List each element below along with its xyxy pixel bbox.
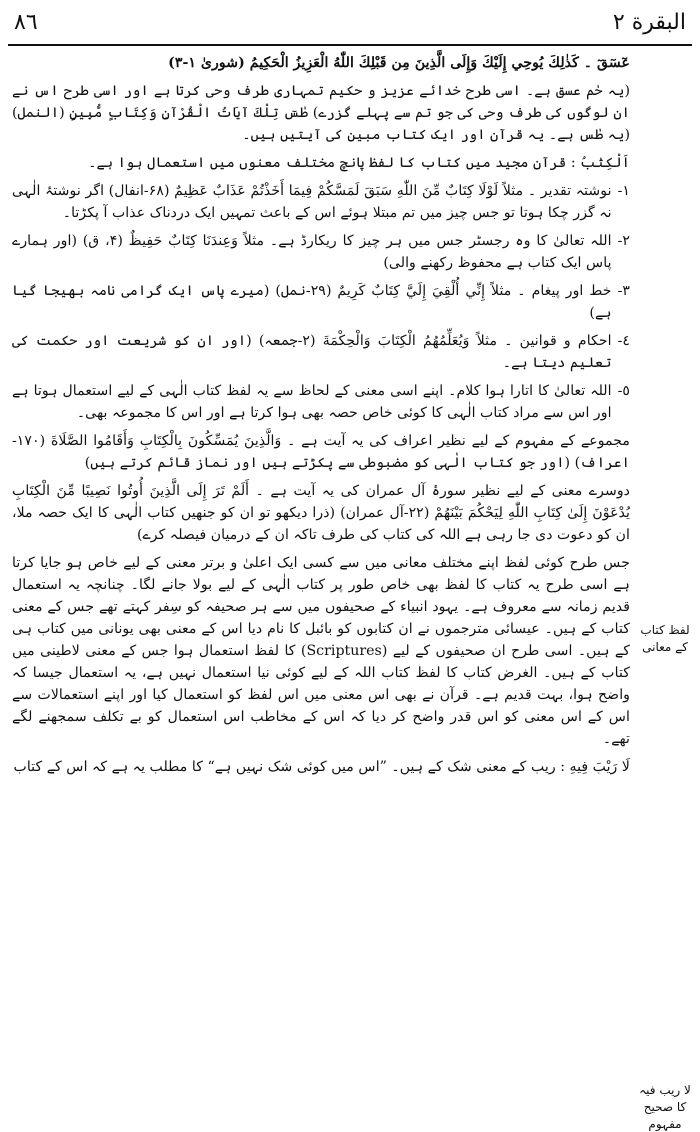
list-item-2 bbox=[12, 230, 630, 274]
list-text: اللہ تعالیٰ کا وہ رجسٹر جس میں ہر چیز کا ریکارڈ ہے۔ مثلاً وَعِندَنَا كِتَابٌ حَفِيظٌ (۴، ق) (اور ہمارے پاس ایک کتاب ہے محفوظ رکھنے والی) bbox=[12, 233, 612, 271]
list-number: ٥- bbox=[617, 383, 630, 399]
margin-note-kitab: لفظ کتاب کے معانی bbox=[640, 623, 690, 654]
margin-note-la-raib: لا ریب فیہ کا صحیح مفہوم bbox=[639, 1083, 691, 1131]
surah-title: البقرة ٢ bbox=[612, 10, 686, 35]
list-text: نوشتہ تقدیر ۔ مثلاً لَوْلَا كِتَابٌ مِّنَ اللّٰهِ سَبَقَ لَمَسَّكُمْ فِيمَا أَخَذْتُمْ عَذَابٌ عَظِيمٌ (۶٨-انفال) اگر نوشتۂ الٰہی نہ گزر چکا ہوتا تو جس چیز میں تم مبتلا ہوئے اس کے باعث تمہیں ایک دردناک عذاب آ پکڑتا۔ bbox=[12, 183, 612, 221]
list-number: ١- bbox=[617, 183, 630, 199]
list-number: ٢- bbox=[617, 233, 630, 249]
paragraph-translation: (یہ حٰم عسق ہے۔ اسی طرح خدائے عزیز و حکیم تمہاری طرف وحی کرتا ہے اور اسی طرح اس نے ان لوگوں کی طرف وحی کی جو تم سے پہلے گزرے) طٰسٓ تِلْكَ آيَاتُ الْقُرْآنِ وَكِتَابٍ مُّبِينٍ (النمل) (یہ طٰس ہے۔ یہ قرآن اور ایک کتاب مبین کی آیتیں ہیں۔ bbox=[12, 83, 630, 143]
list-item-3 bbox=[12, 280, 630, 324]
paragraph-ale-imran: دوسرے معنی کے لیے نظیر سورۂ آل عمران کی یہ آیت ہے ۔ أَلَمْ تَرَ إِلَى الَّذِينَ أُوتُوا نَصِيبًا مِّنَ الْكِتَابِ يُدْعَوْنَ إِلَىٰ كِتَابِ اللّٰهِ لِيَحْكُمَ بَيْنَهُمْ (٢٢-آل عمران) (ذرا دیکھو تو ان کو جنھیں کتاب الٰہی کا ایک حصہ ملا، ان کو دعوت دی جا رہی ہے اللہ کی کتاب کی طرف تاکہ ان کے درمیان فیصلہ کرے) bbox=[12, 483, 630, 543]
paragraph-la-raib: لَا رَيْبَ فِيهِ : ریب کے معنی شک کے ہیں۔ ”اس میں کوئی شک نہیں ہے“ کا مطلب یہ ہے کہ اس کے کتاب bbox=[13, 759, 630, 775]
verse-shura: عٓسٓقٓ ۔ کَذٰلِكَ يُوحِي إِلَيْكَ وَإِلَى الَّذِينَ مِن قَبْلِكَ اللّٰهُ الْعَزِيزُ الْحَكِيمُ (شوریٰ ١-٣) bbox=[168, 55, 630, 71]
list-item-1 bbox=[12, 180, 630, 224]
list-number: ٤- bbox=[617, 333, 630, 349]
paragraph-al-kitab: اَلْكِتٰبُ : قرآن مجید میں کتاب کا لفظ پانچ مختلف معنوں میں استعمال ہوا ہے۔ bbox=[88, 155, 630, 171]
page-body bbox=[12, 52, 630, 1119]
list-item-4 bbox=[12, 330, 630, 374]
list-text: احکام و قوانین ۔ مثلاً وَيُعَلِّمُهُمُ الْكِتَابَ وَالْحِكْمَةَ (٢-جمعہ) (اور ان کو شریعت اور حکمت کی تعلیم دیتا ہے۔ bbox=[12, 333, 612, 371]
list-item-5 bbox=[12, 380, 630, 424]
paragraph-majmua: مجموعے کے مفہوم کے لیے نظیر اعراف کی یہ آیت ہے ۔ وَالَّذِينَ يُمَسِّكُونَ بِالْكِتَابِ وَأَقَامُوا الصَّلَاةَ (١٧٠-اعراف) (اور جو کتاب الٰہی کو مضبوطی سے پکڑتے ہیں اور نماز قائم کرتے ہیں) bbox=[12, 433, 630, 471]
page-header bbox=[8, 4, 692, 46]
page-number: ٨٦ bbox=[14, 10, 38, 35]
list-text: خط اور پیغام ۔ مثلاً إِنِّي أُلْقِيَ إِلَيَّ كِتَابٌ كَرِيمٌ (٢٩-نمل) (میرے پاس ایک گرامی نامہ بھیجا گیا ہے) bbox=[12, 283, 612, 321]
list-number: ٣- bbox=[617, 283, 630, 299]
paragraph-usage: جس طرح کوئی لفظ اپنے مختلف معانی میں سے کسی ایک اعلیٰ و برتر معنی کے لیے خاص ہو جایا کرتا ہے اسی طرح یہ کتاب کا لفظ بھی خاص طور پر کتاب الٰہی کے لیے بولا جانے لگا۔ چنانچہ یہ استعمال قدیم زمانہ سے معروف ہے۔ یہود انبیاء کے صحیفوں میں سے ہر صحیفہ کو سِفر کہتے تھے جس کے معنی کتاب کے ہیں۔ عیسائی مترجموں نے ان کتابوں کو بائبل کا نام دیا اس کے معنی بھی یونانی میں کتاب ہی کے ہیں۔ اسی طرح ان صحیفوں کے لیے (Scriptures) کا لفظ استعمال ہوا جس کے معنی لاطینی میں کتاب کے ہیں۔ الغرض کتاب کا لفظ کتاب اللہ کے لیے کوئی نیا استعمال نہیں ہے، یہ استعمال جیسا کہ واضح ہوا، بہت قدیم ہے۔ قرآن نے بھی اس معنی میں اس لفظ کو استعمال کیا اور اپنے استعمالات سے اس کے اس معنی کو اس قدر واضح کر دیا کہ اس کے مخاطب اس استعمال کو بے تکلف سمجھنے لگے تھے۔ bbox=[12, 555, 631, 747]
list-text: اللہ تعالیٰ کا اتارا ہوا کلام۔ اپنے اسی معنی کے لحاظ سے یہ لفظ کتاب الٰہی کے لیے استعمال ہوتا ہے اور اس سے مراد کتاب الٰہی کا کوئی خاص حصہ بھی ہوا کرتا ہے اور اس کا مجموعہ بھی۔ bbox=[12, 383, 612, 421]
